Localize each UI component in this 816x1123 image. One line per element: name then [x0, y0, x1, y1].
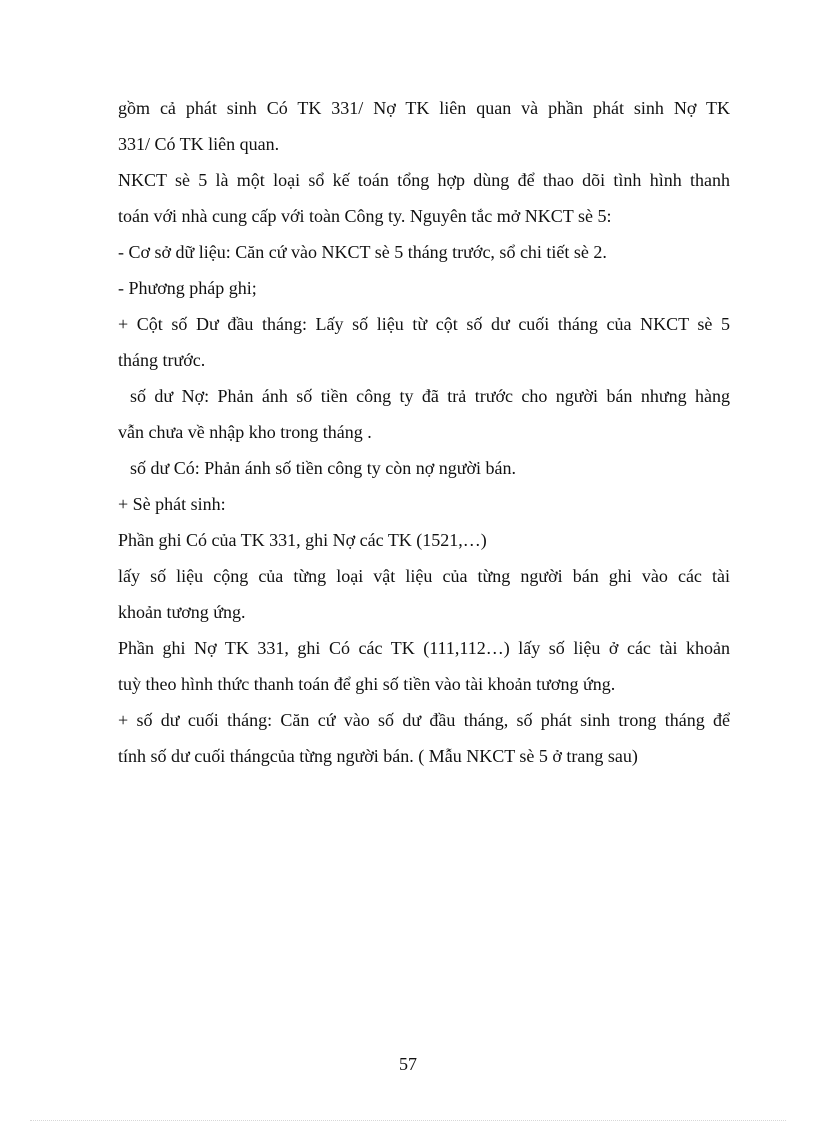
text-line: số dư Nợ: Phản ánh số tiền công ty đã trả trước cho người bán nhưng hàng	[130, 386, 730, 406]
text-line: tính số dư cuối thángcủa từng người bán. ( Mẫu NKCT sè 5 ở trang sau)	[118, 746, 638, 766]
text-line: lấy số liệu cộng của từng loại vật liệu của từng người bán ghi vào các tài	[118, 566, 730, 586]
footer-divider	[30, 1120, 786, 1121]
text-line: tuỳ theo hình thức thanh toán để ghi số tiền vào tài khoản tương ứng.	[118, 674, 616, 694]
text-line: tháng trước.	[118, 350, 206, 370]
page-body	[118, 90, 730, 774]
text-line: vẫn chưa về nhập kho trong tháng .	[118, 422, 372, 442]
text-line: - Phương pháp ghi;	[118, 278, 257, 298]
text-line: - Cơ sở dữ liệu: Căn cứ vào NKCT sè 5 tháng trước, sổ chi tiết sè 2.	[118, 242, 607, 262]
text-line: số dư Có: Phản ánh số tiền công ty còn nợ người bán.	[130, 458, 517, 478]
text-line: + số dư cuối tháng: Căn cứ vào số dư đầu tháng, số phát sinh trong tháng để	[118, 710, 730, 730]
text-line: toán với nhà cung cấp với toàn Công ty. Nguyên tắc mở NKCT sè 5:	[118, 206, 612, 226]
text-line: khoản tương ứng.	[118, 602, 246, 622]
text-line: gồm cả phát sinh Có TK 331/ Nợ TK liên quan và phần phát sinh Nợ TK	[118, 98, 730, 118]
text-line: Phần ghi Nợ TK 331, ghi Có các TK (111,112…) lấy số liệu ở các tài khoản	[118, 638, 730, 658]
text-line: NKCT sè 5 là một loại sổ kế toán tổng hợp dùng để thao dõi tình hình thanh	[118, 170, 730, 190]
page-number: 57	[399, 1054, 417, 1074]
text-line: Phần ghi Có của TK 331, ghi Nợ các TK (1521,…)	[118, 530, 487, 550]
text-line: + Cột số Dư đầu tháng: Lấy số liệu từ cột số dư cuối tháng của NKCT sè 5	[118, 314, 730, 334]
text-line: 331/ Có TK liên quan.	[118, 134, 280, 154]
text-line: + Sè phát sinh:	[118, 494, 226, 514]
